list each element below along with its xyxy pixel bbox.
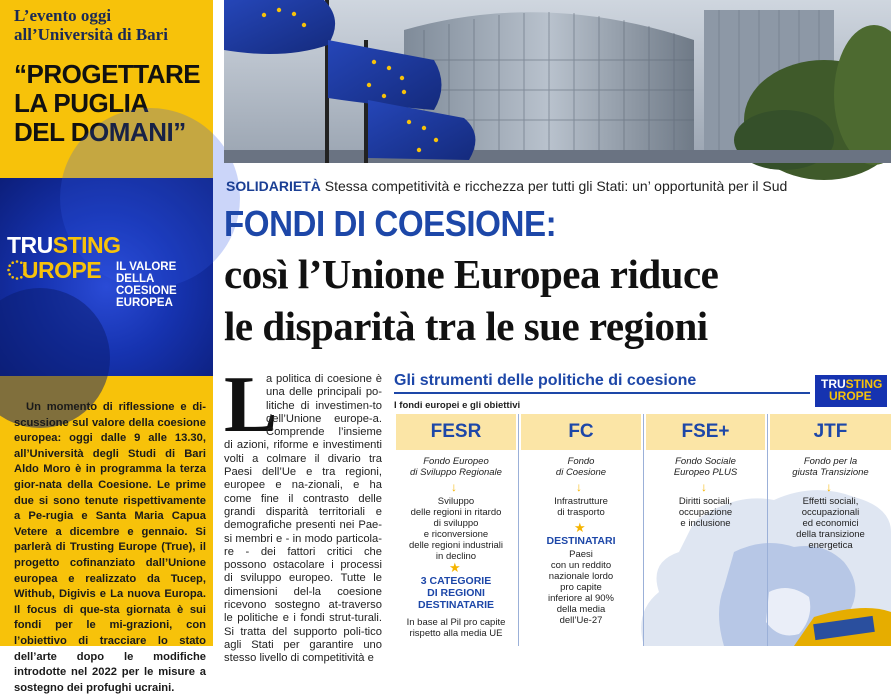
logo-europe-text	[7, 259, 101, 282]
fesr-desc-4: e riconversione	[423, 529, 489, 540]
sidebar	[0, 0, 213, 694]
fund-fc-name-2: di Coesione	[555, 467, 607, 478]
banner-subtitle	[116, 261, 211, 309]
jtf-desc-4: della transizione	[796, 529, 865, 540]
fc-desc-1: Infrastrutture	[554, 496, 608, 507]
infographic-logo	[815, 375, 887, 407]
column-divider-2	[643, 414, 644, 646]
fc-note-5: inferiore al 90%	[547, 593, 614, 604]
headline-line-1: FONDI DI COESIONE:	[224, 203, 557, 244]
event-kicker	[14, 6, 209, 44]
drop-cap: L	[224, 361, 278, 449]
infographic-logo-t-b: STING	[845, 377, 883, 391]
infographic-title: Gli strumenti delle politiche di coesione	[394, 372, 697, 389]
fund-fse-name	[646, 456, 765, 478]
fund-jtf-name	[770, 456, 891, 478]
fesr-categories	[396, 575, 516, 611]
fund-fse-name-1: Fondo Sociale	[675, 456, 736, 467]
fund-fc-name-1: Fondo	[567, 456, 595, 467]
event-title-line-3: DEL DOMANI”	[14, 117, 186, 147]
headline-line-3: le disparità tra le sue regioni	[224, 303, 708, 349]
fesr-cap-2: DI REGIONI	[427, 587, 485, 599]
kicker	[226, 178, 888, 195]
arrow-down-icon: ↓	[451, 480, 457, 494]
fund-fc-desc	[521, 496, 641, 518]
infographic-logo-europe	[821, 390, 872, 402]
jtf-desc-3: ed economici	[802, 518, 859, 529]
infographic-rule	[394, 392, 810, 394]
event-title-line-2: LA PUGLIA	[14, 88, 149, 118]
arrow-down-icon: ↓	[826, 480, 832, 494]
kicker-text: Stessa competitività e ricchezza per tutti gli Stati: un’ opportunità per il Sud	[324, 178, 788, 194]
fc-note-4: pro capite	[560, 582, 602, 593]
fesr-desc-5: delle regioni industriali	[409, 540, 503, 551]
fesr-note-2: rispetto alla media UE	[409, 628, 503, 639]
fse-desc-3: e inclusione	[680, 518, 731, 529]
photo-illustration	[224, 0, 891, 163]
banner-subtitle-line-2: DELLA COESIONE	[116, 273, 177, 297]
fund-fesr-name-2: di Sviluppo Regionale	[410, 467, 502, 478]
fc-desc-2: di trasporto	[557, 507, 605, 518]
infographic-logo-e-b: UROPE	[829, 389, 872, 403]
event-line-1: L’evento oggi	[14, 6, 112, 25]
article-text: a politica di coesione è una delle principali po-litiche di investimen-to dell’Unione europe-a. Comprende l’insieme di azioni, riforme e investimenti volti a colmare il divario tra Paesi dell’Ue e tra regioni, europee e na-zionali, e ha come fine il contrasto delle grandi disparità territoriali e demografiche presenti nei Pae-si membri e - in modo particola-re - dei fattori critici che possono ostacolare i processi di sviluppo europeo. Tutte le dimensioni del-la coesione ricevono sostegno at-traverso le politiche e i fondi strut-turali. Si tratta del supporto poli-tico agli Stati per garantire uno stesso livello di competitività e	[224, 373, 382, 665]
fesr-desc-2: delle regioni in ritardo	[410, 507, 502, 518]
fund-jtf-name-2: giusta Transizione	[792, 467, 869, 478]
fc-note	[521, 549, 641, 626]
fund-fesr-header: FESR	[396, 414, 516, 450]
fesr-cap-1: 3 CATEGORIE	[420, 575, 492, 587]
fc-destinatari: DESTINATARI	[546, 535, 616, 547]
fund-fse-desc	[646, 496, 765, 529]
article-body	[224, 373, 382, 665]
fund-fc-name	[521, 456, 641, 478]
fc-note-7: dell’Ue-27	[559, 615, 603, 626]
column-divider-3	[767, 414, 768, 646]
logo-trusting-part-a: TRU	[7, 232, 53, 258]
fund-fesr-name-1: Fondo Europeo	[423, 456, 489, 467]
column-divider-1	[518, 414, 519, 646]
fc-note-2: con un reddito	[550, 560, 612, 571]
infographic-subtitle: I fondi europei e gli obiettivi	[394, 400, 521, 411]
fc-note-1: Paesi	[569, 549, 593, 560]
arrow-down-icon: ↓	[576, 480, 582, 494]
fund-fse-header: FSE+	[646, 414, 765, 450]
fund-fse-name-2: Europeo PLUS	[673, 467, 738, 478]
fesr-note-1: In base al Pil pro capite	[406, 617, 506, 628]
star-icon: ★	[574, 520, 586, 535]
fund-fc-header: FC	[521, 414, 641, 450]
jtf-desc-5: energetica	[808, 540, 853, 551]
event-title-line-1: “PROGETTARE	[14, 59, 201, 89]
fund-fesr-name	[396, 456, 516, 478]
star-icon: ★	[449, 560, 461, 575]
fesr-desc-6: in declino	[435, 551, 477, 562]
arrow-down-icon: ↓	[701, 480, 707, 494]
logo-trusting-part-b: STING	[52, 232, 121, 258]
fse-desc-1: Diritti sociali,	[678, 496, 733, 507]
fund-jtf-header: JTF	[770, 414, 891, 450]
jtf-desc-2: occupazionali	[801, 507, 860, 518]
event-description: Un momento di riflessione e di-scussione sul valore della coesione europea: oggi dalle 9 alle 13.30, all’Università degli Studi di Bari Aldo Moro è in programma la terza gior-nata della Coesione. Le prime due si sono tenute rispettivamente a Pe-rugia e Santa Maria Capua Vetere a dicembre e gennaio. Si parlerà di Trusting Europe (True), il progetto cofinanziato dall’Unione europea e realizzato da Tucep, Withub, Digivis e La nuova Europa. Il focus di que-sta giornata è sui fondi per le mi-grazioni, con l’obiettivo di tracciare lo stato dell’arte dopo le modifiche introdotte nel 2022 per le misure a sostegno dei profughi ucraini.	[14, 401, 206, 694]
jtf-desc-1: Effetti sociali,	[802, 496, 859, 507]
logo-europe-part-b: UROPE	[21, 257, 102, 283]
infographic-logo-t-a: TRU	[821, 377, 846, 391]
kicker-label: SOLIDARIETÀ	[226, 178, 321, 194]
fesr-desc-3: di sviluppo	[433, 518, 479, 529]
logo-trusting-text	[7, 234, 121, 257]
eu-parliament-photo	[224, 0, 891, 163]
trusting-europe-banner	[0, 178, 213, 376]
banner-subtitle-line-1: IL VALORE	[116, 261, 177, 273]
fesr-desc-1: Sviluppo	[437, 496, 475, 507]
fc-note-6: della media	[556, 604, 606, 615]
fund-jtf-desc	[770, 496, 891, 551]
event-line-2: all’Università di Bari	[14, 25, 168, 44]
headline-line-2: così l’Unione Europea riduce	[224, 251, 719, 297]
fund-jtf-name-1: Fondo per la	[803, 456, 858, 467]
banner-subtitle-line-3: EUROPEA	[116, 297, 173, 309]
fse-desc-2: occupazione	[678, 507, 733, 518]
fesr-note	[396, 617, 516, 639]
fc-note-3: nazionale lordo	[548, 571, 614, 582]
dropcap-space	[224, 373, 266, 439]
fesr-cap-3: DESTINATARIE	[417, 599, 495, 611]
fund-fesr-desc	[396, 496, 516, 562]
